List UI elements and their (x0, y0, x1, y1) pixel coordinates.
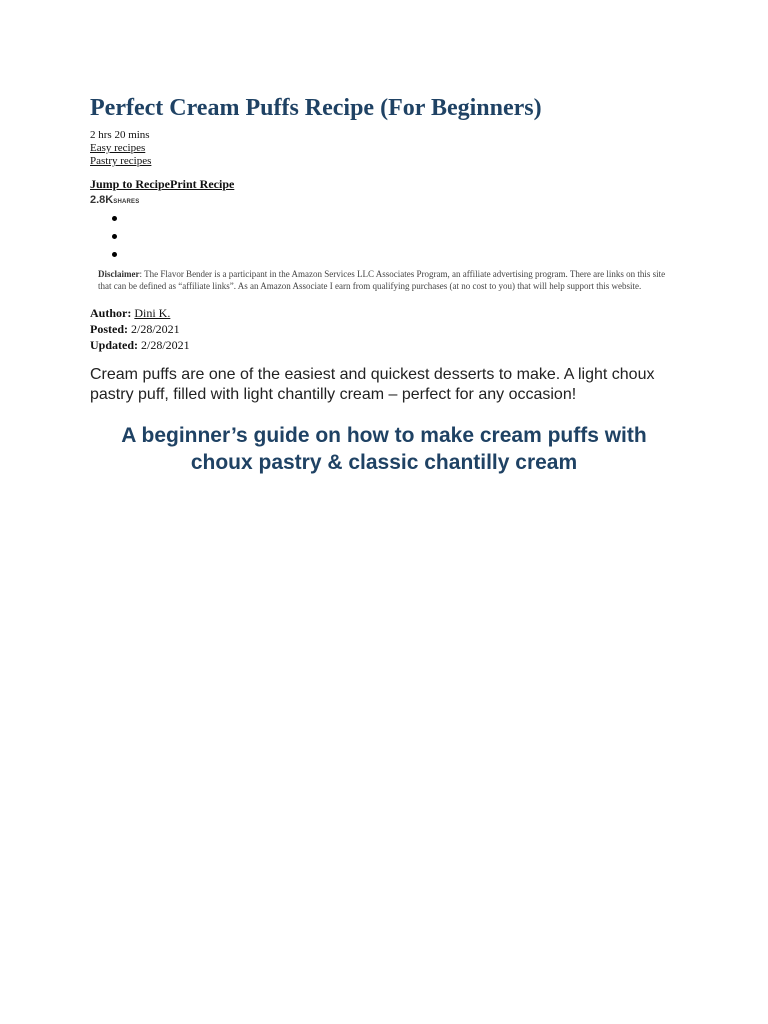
bullet-icon (112, 234, 117, 239)
jump-to-recipe-link[interactable]: Jump to Recipe (90, 177, 170, 191)
bullet-icon (112, 216, 117, 221)
posted-date: 2/28/2021 (131, 322, 180, 336)
article (90, 92, 680, 476)
author-link[interactable]: Dini K. (134, 306, 171, 320)
author-label: Author: (90, 306, 132, 320)
share-count-number: 2.8K (90, 194, 114, 206)
updated-row (90, 337, 680, 353)
disclaimer-label: Disclaimer (98, 269, 140, 279)
author-row (90, 305, 680, 321)
share-count (90, 194, 680, 209)
updated-label: Updated: (90, 338, 139, 352)
posted-label: Posted: (90, 322, 128, 336)
byline (90, 305, 680, 353)
print-recipe-link[interactable]: Print Recipe (170, 177, 235, 191)
share-item[interactable] (90, 249, 680, 267)
total-time: 2 hrs 20 mins (90, 129, 150, 141)
share-count-label: SHARES (113, 199, 140, 205)
recipe-meta (90, 129, 680, 168)
category-link-pastry[interactable]: Pastry recipes (90, 155, 152, 167)
page-title: Perfect Cream Puffs Recipe (For Beginners) (90, 95, 542, 121)
share-item[interactable] (90, 231, 680, 249)
share-item[interactable] (90, 213, 680, 231)
updated-date: 2/28/2021 (141, 338, 190, 352)
posted-row (90, 321, 680, 337)
disclaimer-text: : The Flavor Bender is a participant in the Amazon Services LLC Associates Program, an affiliate advertising program. There are links on this site that can be defined as “affiliate links”. As an Amazon Associate I earn from qualifying purchases (at no cost to you) that will help support this website. (98, 269, 666, 291)
intro-paragraph: Cream puffs are one of the easiest and quickest desserts to make. A light choux pastry puff, filled with light chantilly cream – perfect for any occasion! (90, 366, 655, 403)
share-buttons-list (90, 213, 680, 267)
category-link-easy[interactable]: Easy recipes (90, 142, 146, 154)
affiliate-disclaimer (98, 268, 676, 292)
bullet-icon (112, 252, 117, 257)
recipe-actions (90, 177, 680, 192)
section-heading: A beginner’s guide on how to make cream puffs with choux pastry & classic chantilly cream (121, 424, 647, 474)
